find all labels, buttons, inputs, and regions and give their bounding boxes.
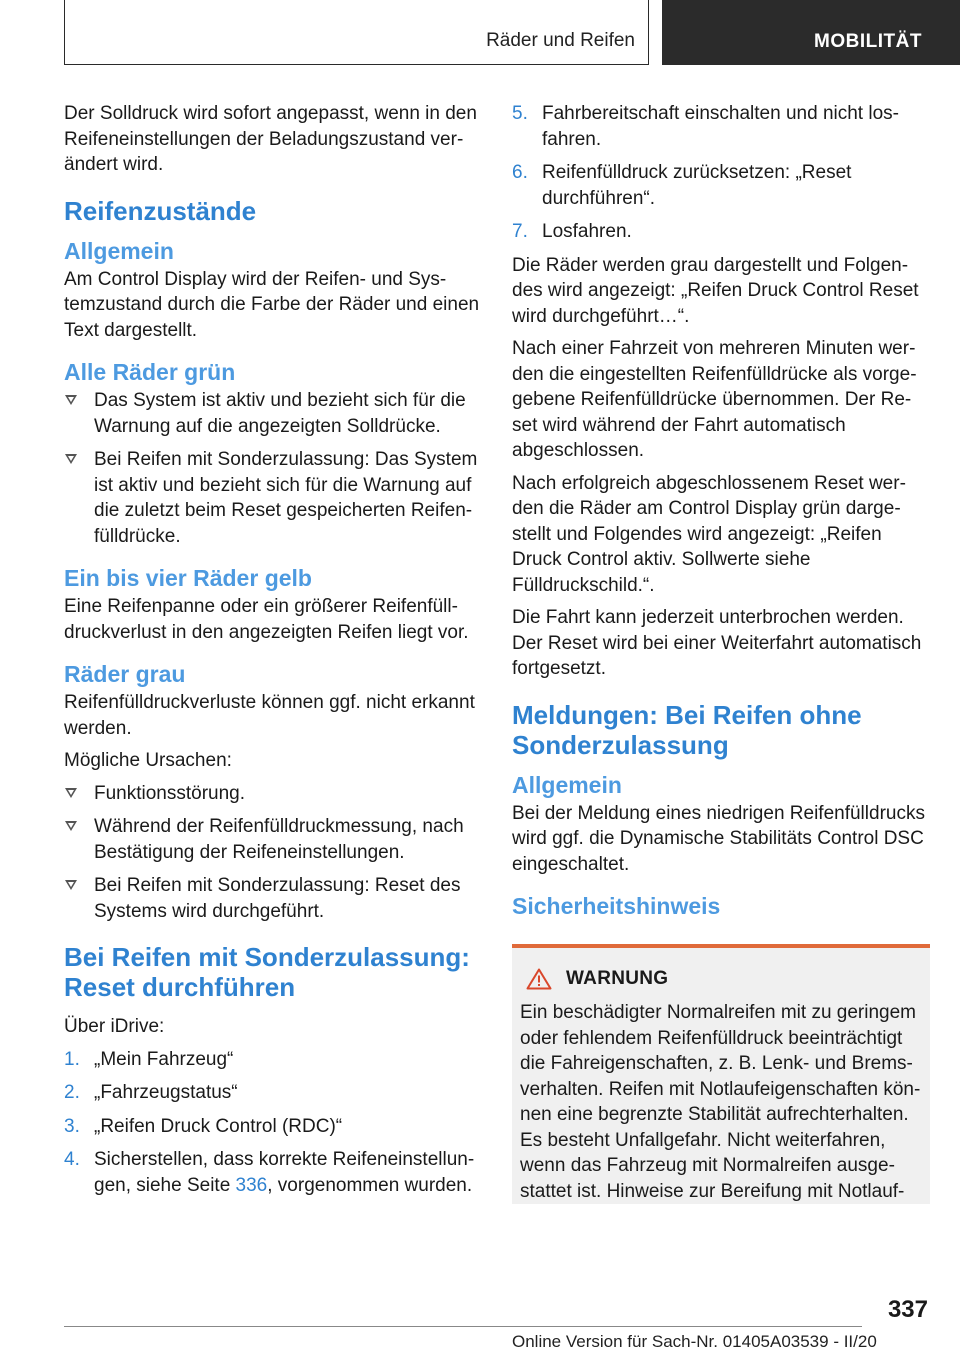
header-section-title: Räder und Reifen <box>486 30 635 51</box>
triangle-bullet-icon <box>65 395 77 405</box>
warning-box <box>512 944 930 1204</box>
steps-list-right <box>512 101 930 245</box>
footer-divider <box>64 1326 862 1327</box>
list-item: Während der Reifenfülldruckmessung, nach Bestätigung der Reifeneinstellungen. <box>64 814 482 865</box>
idrive-label: Über iDrive: <box>64 1016 165 1037</box>
list-item: 3. „Reifen Druck Control (RDC)“ <box>64 1115 343 1137</box>
warning-text: Ein beschädigter Normalreifen mit zu geringem oder fehlendem Reifenfülldruck beeinträchtigt die Fahreigenschaften, z. B. Lenk- und Bremsverhalten. Reifen mit Notlaufeigenschaften können eine begrenzte Stabilität aufrechterhalten. Es besteht Unfallgefahr. Nicht weiterfahren, wenn das Fahrzeug mit Normalreifen ausgestattet ist. Hinweise zur Bereifung mit Notlauf- <box>520 1002 921 1202</box>
intro-paragraph: Der Solldruck wird sofort angepasst, wenn in den Reifeneinstellungen der Beladungszustand verändert wird. <box>64 103 477 175</box>
general-paragraph-right: Bei der Meldung eines niedrigen Reifenfülldrucks wird ggf. die Dynamische Stabilitäts Control DSC eingeschaltet. <box>512 802 925 875</box>
list-item: 6. Reifenfülldruck zurücksetzen: „Reset durchführen“. <box>512 162 852 209</box>
grey-paragraph: Reifenfülldruckverluste können ggf. nicht erkannt werden. <box>64 692 475 739</box>
green-list <box>64 388 482 549</box>
heading-reset: Bei Reifen mit Sonderzulassung: Reset durchführen <box>64 942 470 1002</box>
steps-list-left <box>64 1047 482 1199</box>
header-chapter-title: MOBILITÄT <box>814 31 922 52</box>
footer-version: Online Version für Sach-Nr. 01405A03539 - II/20 <box>512 1332 877 1351</box>
list-item: 7. Losfahren. <box>512 221 632 242</box>
causes-label: Mögliche Ursachen: <box>64 750 232 771</box>
list-item: 1. „Mein Fahrzeug“ <box>64 1048 234 1070</box>
heading-yellow: Ein bis vier Räder gelb <box>64 565 312 591</box>
heading-grey: Räder grau <box>64 661 186 687</box>
warning-header <box>526 968 922 990</box>
page-reference-link[interactable]: 336 <box>235 1174 268 1196</box>
list-item: Bei Reifen mit Sonderzulassung: Das System ist aktiv und bezieht sich für die Warnung auf die zuletzt beim Reset gespeicherten Reifenfülldrücke. <box>64 447 482 549</box>
paragraph-reset-success: Nach erfolgreich abgeschlossenem Reset werden die Räder am Control Display grün dargestellt und Folgendes wird angezeigt: „Reifen Druck Control aktiv. Sollwerte siehe Fülldruckschild.“. <box>512 472 906 596</box>
heading-general: Allgemein <box>64 237 174 264</box>
heading-all-green: Alle Räder grün <box>64 359 236 385</box>
list-item: 2. „Fahrzeugstatus“ <box>64 1082 238 1103</box>
list-item: Das System ist aktiv und bezieht sich für die Warnung auf die angezeigten Solldrücke. <box>64 388 482 439</box>
header-chapter-tab <box>662 0 960 65</box>
heading-general-right: Allgemein <box>512 771 622 798</box>
heading-messages: Meldungen: Bei Reifen ohne Sonderzulassung <box>512 699 862 760</box>
list-item: Funktionsstörung. <box>64 781 482 807</box>
triangle-bullet-icon <box>65 880 77 890</box>
warning-triangle-icon <box>526 968 552 990</box>
general-paragraph: Am Control Display wird der Reifen- und Systemzustand durch die Farbe der Räder und einen Text dargestellt. <box>64 268 480 341</box>
list-item: 5. Fahrbereitschaft einschalten und nicht losfahren. <box>512 103 899 150</box>
triangle-bullet-icon <box>65 454 77 464</box>
right-column <box>512 101 930 1204</box>
heading-safety: Sicherheitshinweis <box>512 893 721 919</box>
triangle-bullet-icon <box>65 821 77 831</box>
paragraph-grey-wheels: Die Räder werden grau dargestellt und Folgendes wird angezeigt: „Reifen Druck Control Reset wird durchgeführt…“. <box>512 254 919 327</box>
yellow-paragraph: Eine Reifenpanne oder ein größerer Reifenfülldruckverlust in den angezeigten Reifen liegt vor. <box>64 596 469 643</box>
list-item: 4. Sicherstellen, dass korrekte Reifeneinstellungen, siehe Seite 336, vorgenommen wurden. <box>64 1149 475 1196</box>
grey-list <box>64 781 482 925</box>
warning-title: WARNUNG <box>566 968 669 989</box>
heading-tire-states: Reifenzustände <box>64 195 257 226</box>
triangle-bullet-icon <box>65 788 77 798</box>
paragraph-interrupt: Die Fahrt kann jederzeit unterbrochen werden. Der Reset wird bei einer Weiterfahrt automatisch fortgesetzt. <box>512 607 922 679</box>
page-number: 337 <box>887 1296 928 1323</box>
list-item: Bei Reifen mit Sonderzulassung: Reset des Systems wird durchgeführt. <box>64 873 482 924</box>
left-column <box>64 101 482 1206</box>
paragraph-after-drive: Nach einer Fahrzeit von mehreren Minuten werden die eingestellten Reifenfülldrücke als vorgegebene Reifenfülldrücke übernommen. Der Reset wird während der Fahrt automatisch abgeschlossen. <box>512 338 917 461</box>
